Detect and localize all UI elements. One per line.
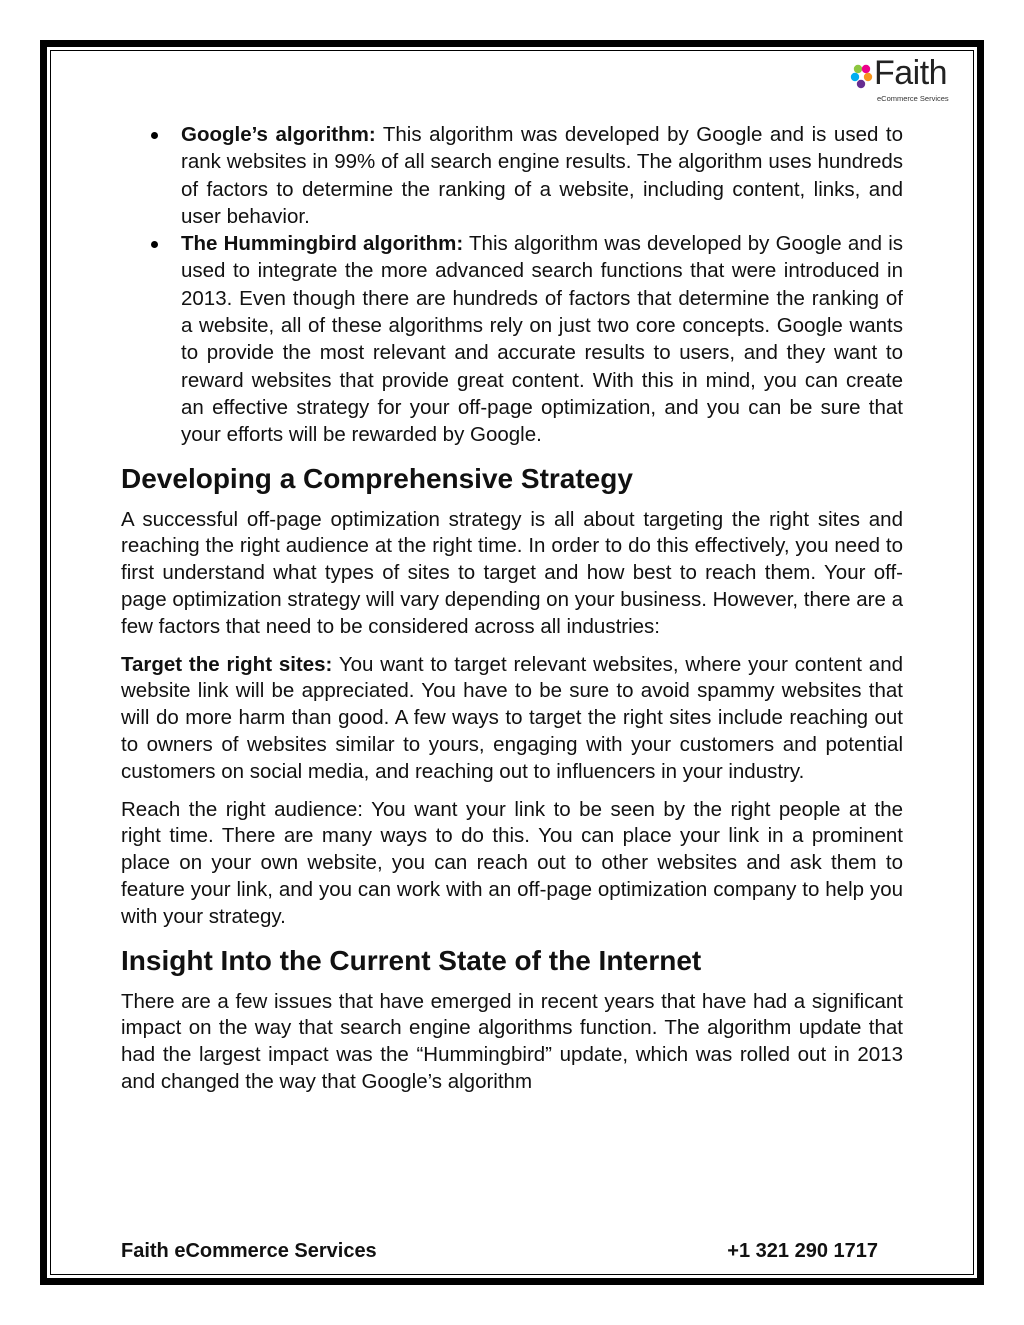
footer-company: Faith eCommerce Services bbox=[121, 1240, 377, 1262]
faith-logo bbox=[850, 54, 965, 105]
list-item bbox=[121, 230, 903, 448]
paragraph: A successful off-page optimization strategy is all about targeting the right sites and reaching the right audience at the right time. In order to do this effectively, you need to first understand what types of sites to target and how best to reach them. Your off-page optimization strategy will vary depending on your business. However, there are a few factors that need to be considered across all industries: bbox=[121, 507, 903, 638]
bullet-lead: Google’s algorithm: bbox=[181, 123, 376, 146]
list-item bbox=[121, 121, 903, 230]
bullet-icon bbox=[151, 132, 158, 139]
footer-phone: +1 321 290 1717 bbox=[727, 1240, 878, 1262]
section-heading: Insight Into the Current State of the Internet bbox=[121, 944, 702, 976]
paragraph-text: You want to target relevant websites, where your content and website link will be appreciated. You have to be sure to avoid spammy websites that will do more harm than good. A few ways to target the right sites include reaching out to owners of websites similar to yours, engaging with your customers and potential customers on social media, and reaching out to influencers in your industry. bbox=[121, 652, 903, 783]
paragraph: There are a few issues that have emerged in recent years that have had a significant impact on the way that search engine algorithms function. The algorithm update that had the largest impact was the “Hummingbird” update, which was rolled out in 2013 and changed the way that Google’s algorithm bbox=[121, 989, 903, 1093]
paragraph-lead: Target the right sites: bbox=[121, 652, 333, 676]
page-footer bbox=[121, 1240, 878, 1266]
bullet-lead: The Hummingbird algorithm: bbox=[181, 232, 464, 256]
document-body bbox=[121, 121, 903, 1096]
paragraph bbox=[121, 652, 903, 786]
logo-tagline: eCommerce Services bbox=[877, 94, 949, 103]
bullet-text: This algorithm was developed by Google and is used to rank websites in 99% of all search engine results. The algorithm uses hundreds of factors to determine the ranking of a website, including content, links, and user behavior. bbox=[181, 123, 904, 228]
section-heading: Developing a Comprehensive Strategy bbox=[121, 462, 633, 494]
bullet-icon bbox=[151, 241, 158, 248]
algorithm-list bbox=[121, 121, 903, 449]
logo-petals-icon bbox=[850, 62, 874, 92]
logo-brand: Faith bbox=[874, 54, 948, 92]
bullet-text: This algorithm was developed by Google and is used to integrate the more advanced search functions that were introduced in 2013. Even though there are hundreds of factors that determine the ranking of a website, all of these algorithms rely on just two core concepts. Google wants to provide the most relevant and accurate results to users, and they want to reward websites that provide great content. With this in mind, you can create an effective strategy for your off-page optimization, and you can be sure that your efforts will be rewarded by Google. bbox=[181, 232, 903, 447]
paragraph: Reach the right audience: You want your link to be seen by the right people at the right time. There are many ways to do this. You can place your link in a prominent place on your own website, you can reach out to other websites and ask them to feature your link, and you can work with an off-page optimization company to help you with your strategy. bbox=[121, 797, 903, 928]
